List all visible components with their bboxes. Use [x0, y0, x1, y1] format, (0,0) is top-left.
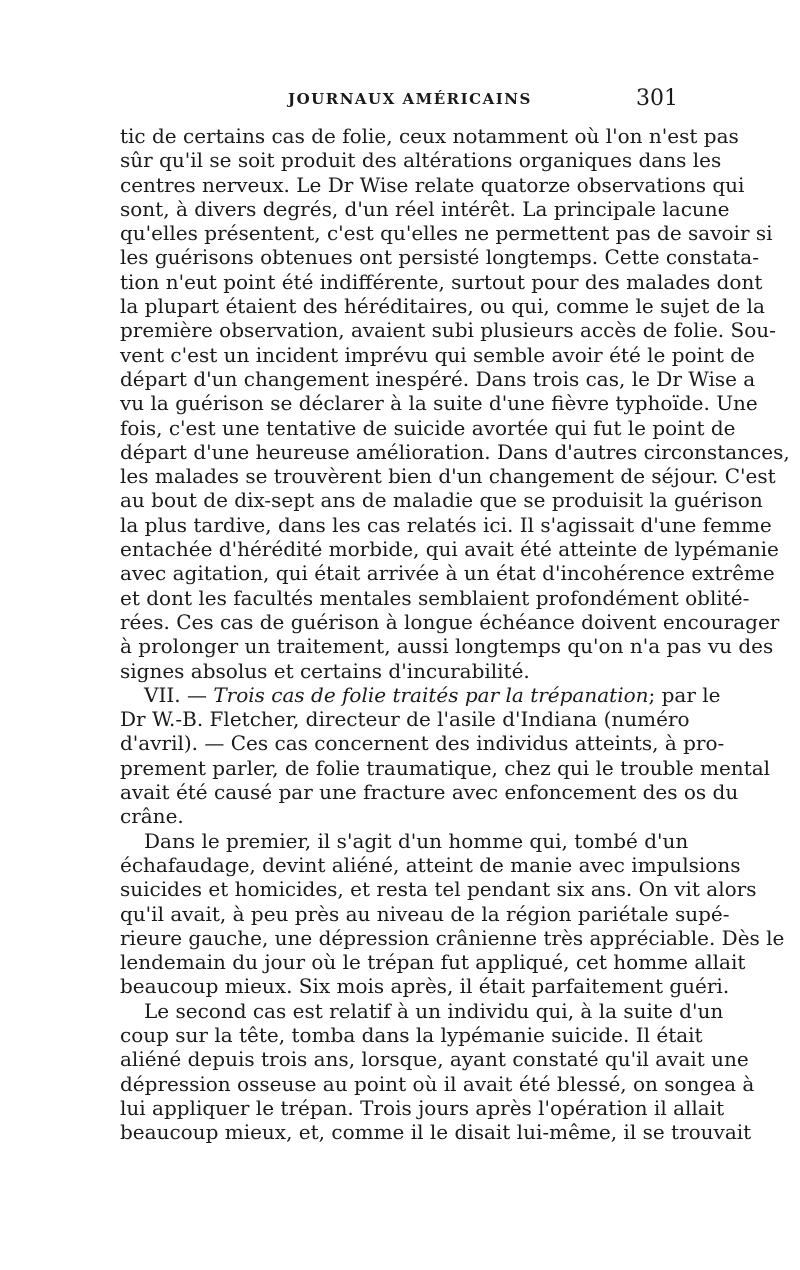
body-text	[120, 124, 790, 1145]
text-line	[120, 561, 775, 586]
text-line-content: dépression osseuse au point où il avait été blessé, on songea à	[120, 1071, 755, 1096]
text-line-content: suicides et homicides, et resta tel pendant six ans. On vit alors	[120, 877, 757, 902]
text-line	[120, 707, 690, 732]
text-line	[120, 609, 780, 634]
text-line-content: vu la guérison se déclarer à la suite d'une fièvre typhoïde. Une	[120, 391, 758, 416]
text-line-content: sûr qu'il se soit produit des altérations organiques dans les	[120, 148, 722, 173]
text-line	[120, 318, 776, 343]
text-line-content: la plus tardive, dans les cas relatés ici. Il s'agissait d'une femme	[120, 512, 772, 537]
text-line	[120, 1120, 752, 1145]
text-line-content: d'avril). — Ces cas concernent des individus atteints, à pro-	[120, 731, 725, 756]
text-line-content: première observation, avaient subi plusieurs accès de folie. Sou-	[120, 318, 776, 343]
text-line-content: lendemain du jour où le trépan fut appliqué, cet homme allait	[120, 950, 746, 975]
page-header	[120, 86, 680, 114]
text-line-content: aliéné depuis trois ans, lorsque, ayant constaté qu'il avait une	[120, 1047, 749, 1072]
text-line	[120, 877, 757, 902]
text-line-content: tion n'eut point été indifférente, surtout pour des malades dont	[120, 269, 763, 294]
text-line	[120, 682, 721, 707]
text-line-content: lui appliquer le trépan. Trois jours après l'opération il allait	[120, 1095, 725, 1120]
text-line	[120, 1095, 725, 1120]
text-line-content: coup sur la tête, tomba dans la lypémanie suicide. Il était	[120, 1022, 703, 1047]
text-line	[120, 124, 739, 148]
text-line-content: les guérisons obtenues ont persisté longtemps. Cette constata-	[120, 245, 759, 270]
text-line	[120, 731, 725, 756]
text-line	[120, 974, 730, 999]
text-line	[120, 342, 755, 367]
text-line	[120, 852, 741, 877]
text-line	[120, 925, 785, 950]
text-line-content: beaucoup mieux, et, comme il le disait lui-même, il se trouvait	[120, 1120, 752, 1145]
text-line	[120, 537, 779, 562]
text-line	[120, 221, 773, 246]
text-line	[120, 366, 756, 391]
text-line-content: Dr W.-B. Fletcher, directeur de l'asile d'Indiana (numéro	[120, 707, 690, 732]
text-line-content: sont, à divers degrés, d'un réel intérêt. La principale lacune	[120, 196, 730, 221]
text-line	[120, 780, 739, 805]
page-number: 301	[636, 86, 678, 111]
text-line-content: fois, c'est une tentative de suicide avortée qui fut le point de	[120, 415, 736, 440]
text-line	[120, 998, 724, 1023]
text-line-content: au bout de dix-sept ans de maladie que se produisit la guérison	[120, 488, 763, 513]
text-line	[120, 901, 730, 926]
text-line-content: départ d'un changement inespéré. Dans trois cas, le Dr Wise a	[120, 366, 756, 391]
section-title-italic: Trois cas de folie traités par la trépanation	[213, 682, 649, 707]
text-line-content: signes absolus et certains d'incurabilité.	[120, 658, 530, 683]
text-line-content: départ d'une heureuse amélioration. Dans d'autres circonstances,	[120, 439, 790, 464]
text-line-content: entachée d'hérédité morbide, qui avait été atteinte de lypémanie	[120, 537, 779, 562]
text-line	[120, 415, 736, 440]
text-line	[120, 1047, 749, 1072]
text-line	[120, 148, 722, 173]
text-line	[120, 439, 790, 464]
text-line	[120, 950, 746, 975]
text-line	[120, 269, 763, 294]
text-line-tail: ; par le	[648, 682, 721, 707]
text-line-content: la plupart étaient des héréditaires, ou qui, comme le sujet de la	[120, 294, 765, 319]
text-line-content: qu'elles présentent, c'est qu'elles ne permettent pas de savoir si	[120, 221, 773, 246]
text-line	[120, 755, 771, 780]
text-line	[120, 1071, 755, 1096]
text-line	[120, 828, 689, 853]
text-line-content: VII. —	[144, 682, 214, 707]
text-line	[120, 196, 730, 221]
text-line-content: crâne.	[120, 804, 184, 829]
text-line	[120, 245, 759, 270]
text-line	[120, 294, 765, 319]
text-line-content: rées. Ces cas de guérison à longue échéance doivent encourager	[120, 609, 780, 634]
text-line-content: et dont les facultés mentales semblaient profondément oblité-	[120, 585, 750, 610]
text-line-content: beaucoup mieux. Six mois après, il était parfaitement guéri.	[120, 974, 730, 999]
text-line-content: Dans le premier, il s'agit d'un homme qui, tombé d'un	[144, 828, 689, 853]
text-line-content: les malades se trouvèrent bien d'un changement de séjour. C'est	[120, 464, 776, 489]
text-line-content: prement parler, de folie traumatique, chez qui le trouble mental	[120, 755, 771, 780]
text-line	[120, 391, 758, 416]
text-line-content: Le second cas est relatif à un individu qui, à la suite d'un	[144, 998, 724, 1023]
text-line-content: centres nerveux. Le Dr Wise relate quatorze observations qui	[120, 172, 745, 197]
text-line	[120, 585, 750, 610]
text-line	[120, 172, 745, 197]
text-line-content: qu'il avait, à peu près au niveau de la région pariétale supé-	[120, 901, 730, 926]
running-head: JOURNAUX AMÉRICAINS	[288, 90, 532, 108]
text-line	[120, 488, 763, 513]
text-line-content: vent c'est un incident imprévu qui semble avoir été le point de	[120, 342, 755, 367]
text-line	[120, 512, 772, 537]
text-line-content: tic de certains cas de folie, ceux notamment où l'on n'est pas	[120, 124, 739, 148]
text-line-content: à prolonger un traitement, aussi longtemps qu'on n'a pas vu des	[120, 634, 774, 659]
text-line	[120, 804, 680, 828]
text-line	[120, 659, 680, 683]
text-line	[120, 634, 774, 659]
text-line-content: échafaudage, devint aliéné, atteint de manie avec impulsions	[120, 852, 741, 877]
text-line-content: avait été causé par une fracture avec enfoncement des os du	[120, 780, 739, 805]
text-line-content: rieure gauche, une dépression crânienne très appréciable. Dès le	[120, 925, 785, 950]
text-line	[120, 464, 776, 489]
text-line-content: avec agitation, qui était arrivée à un état d'incohérence extrême	[120, 561, 775, 586]
text-line	[120, 1022, 703, 1047]
